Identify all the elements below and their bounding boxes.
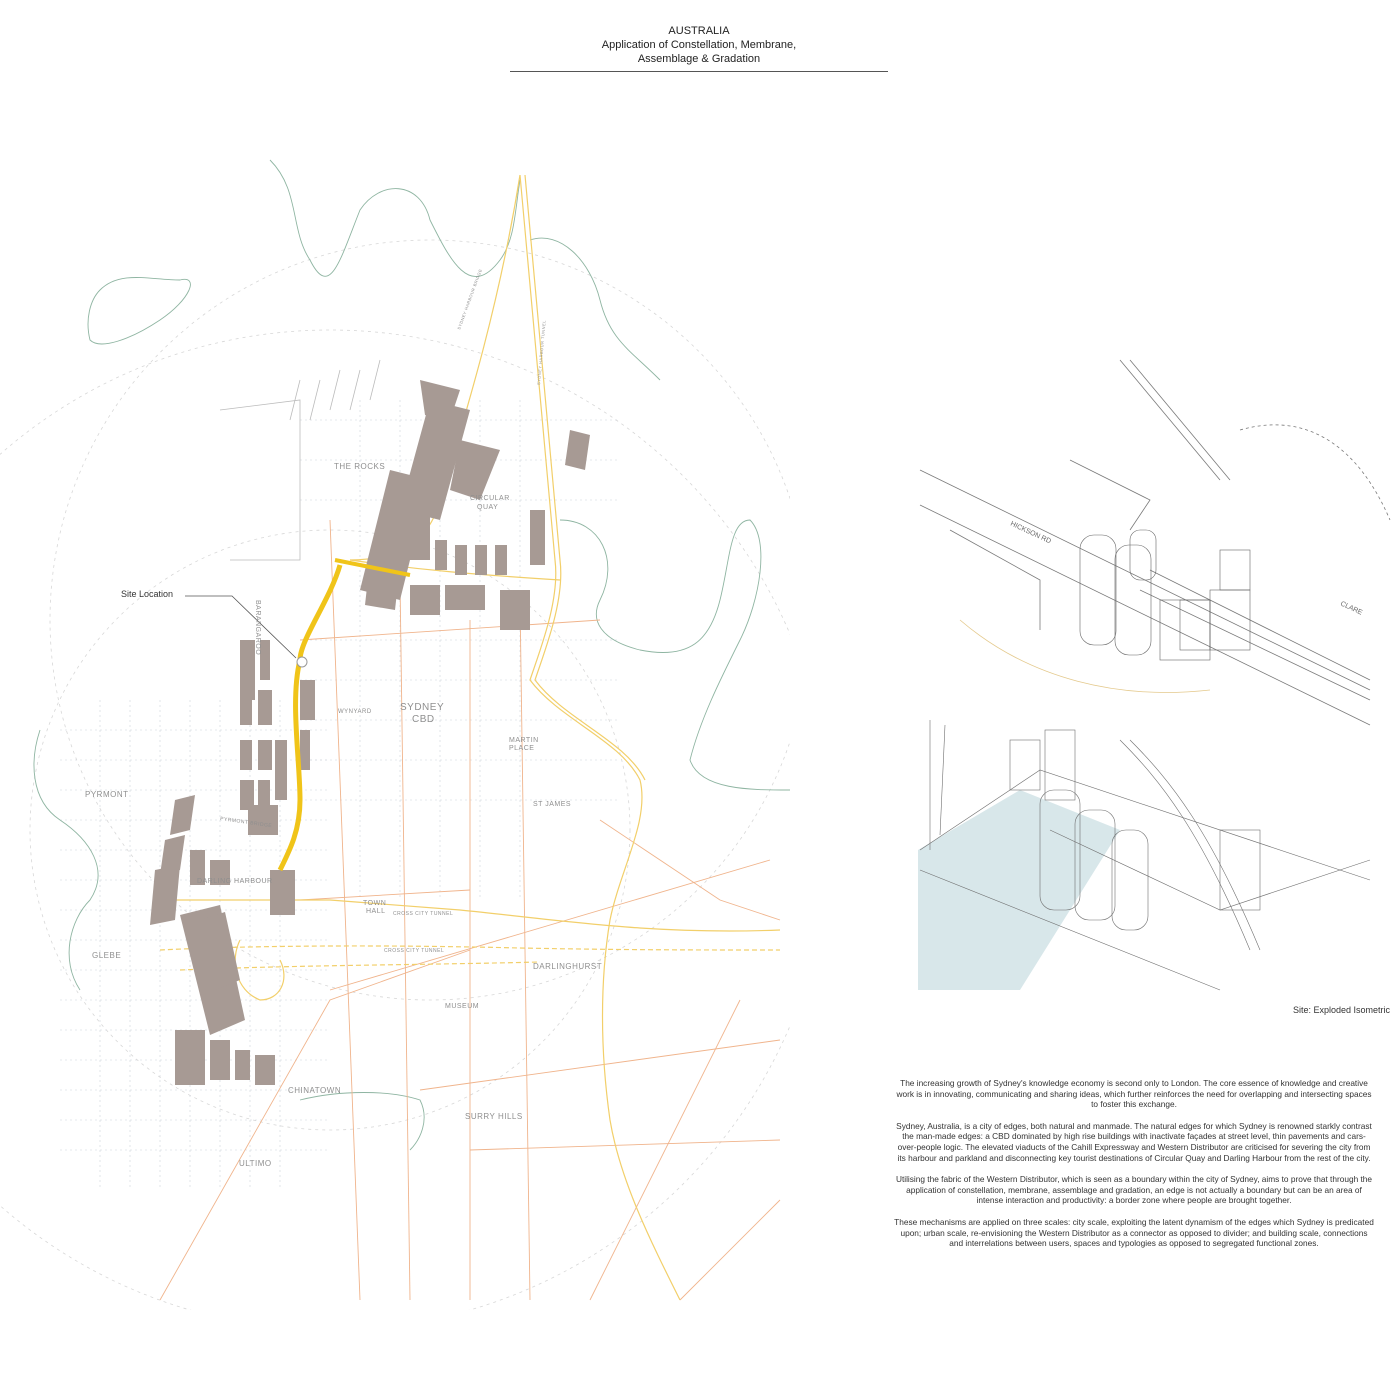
label-wynyard: WYNYARD: [338, 709, 372, 715]
label-circular-quay-2: QUAY: [477, 504, 499, 511]
label-darling-harbour: DARLING HARBOUR: [197, 878, 273, 885]
iso-harbour-water: [918, 790, 1120, 990]
map-canvas: [0, 140, 790, 1310]
sydney-site-map: [0, 140, 790, 1310]
label-sydney-cbd-1: SYDNEY: [400, 702, 445, 713]
iso-street-clare: CLARE: [1339, 600, 1364, 617]
label-the-rocks: THE ROCKS: [334, 462, 386, 471]
isometric-caption: Site: Exploded Isometric: [1292, 1005, 1390, 1015]
description-paragraph-1: The increasing growth of Sydney's knowledge economy is second only to London. The core essence of knowledge and creative work is in innovating, communicating and sharing ideas, which further reinforces the need for overlapping and intersecting spaces to foster this exchange.: [896, 1078, 1372, 1110]
map-coastline: [34, 160, 790, 1150]
label-town-hall-1: TOWN: [363, 900, 387, 907]
label-surry-hills: SURRY HILLS: [465, 1112, 523, 1121]
label-harbour-tunnel: SYDNEY HARBOUR TUNNEL: [536, 319, 547, 386]
label-cross-city-tunnel-2: CROSS CITY TUNNEL: [384, 948, 445, 954]
label-harbour-bridge: SYDNEY HARBOUR BRIDGE: [456, 268, 483, 331]
label-cross-city-tunnel-1: CROSS CITY TUNNEL: [393, 911, 454, 917]
label-darlinghurst: DARLINGHURST: [533, 962, 603, 971]
label-chinatown: CHINATOWN: [288, 1086, 342, 1095]
iso-street-hickson: HICKSON RD: [1009, 520, 1052, 546]
label-town-hall-2: HALL: [366, 908, 386, 915]
label-ultimo: ULTIMO: [239, 1159, 272, 1168]
label-barangaroo: BARANGAROO: [254, 600, 261, 656]
isometric-canvas: [890, 330, 1400, 1000]
site-location-marker: [297, 657, 307, 667]
label-pyrmont: PYRMONT: [85, 790, 129, 799]
map-streets: [160, 520, 780, 1300]
page-header: [510, 24, 888, 72]
iso-upper-layer: [920, 360, 1390, 725]
iso-upper-towers: [1080, 530, 1250, 660]
label-pyrmont-bridge: PYRMONT BRIDGE: [219, 816, 273, 830]
page-subtitle-line-1: Application of Constellation, Membrane,: [601, 39, 797, 51]
label-museum: MUSEUM: [445, 1003, 480, 1010]
label-sydney-cbd-2: CBD: [412, 714, 435, 725]
project-description: [893, 1078, 1375, 1260]
description-paragraph-3: Utilising the fabric of the Western Distributor, which is seen as a boundary within the city of Sydney, aims to prove that through the application of constellation, membrane, assemblage and gradation, an edge is not actually a boundary but can be an area of intense interaction and productivity: a border zone where people are brought together.: [895, 1174, 1373, 1206]
label-glebe: GLEBE: [92, 951, 122, 960]
page-title: AUSTRALIA: [668, 25, 730, 37]
exploded-isometric-drawing: [890, 330, 1400, 1000]
description-paragraph-2: Sydney, Australia, is a city of edges, both natural and manmade. The natural edges for which Sydney is renowned starkly contrast the man-made edges: a CBD dominated by high rise buildings with inactivate façades at street level, thin pavements and cars-over-people logic. The elevated viaducts of the Cahill Expressway and Western Distributor are criticised for severing the city from its harbour and parkland and disconnecting key tourist destinations of Circular Quay and Darling Harbour from the rest of the city.: [896, 1120, 1372, 1163]
map-radius-rings: [0, 240, 790, 1310]
label-circular-quay-1: CIRCULAR: [470, 495, 510, 502]
description-paragraph-4: These mechanisms are applied on three scales: city scale, exploiting the latent dynamism of the edges which Sydney is predicated upon; urban scale, re-envisioning the Western Distributor as a connector as opposed to divider; and building scale, connections and interrelations between users, spaces and typologies as opposed to segregated functional zones.: [894, 1216, 1374, 1249]
label-martin-place-2: PLACE: [509, 745, 535, 752]
header-rule: [510, 71, 888, 72]
label-st-james: ST JAMES: [533, 801, 572, 808]
site-location-label: Site Location: [121, 589, 174, 599]
label-martin-place-1: MARTIN: [509, 737, 539, 744]
page-subtitle-line-2: Assemblage & Gradation: [637, 53, 761, 65]
map-buildings: [150, 380, 590, 1085]
